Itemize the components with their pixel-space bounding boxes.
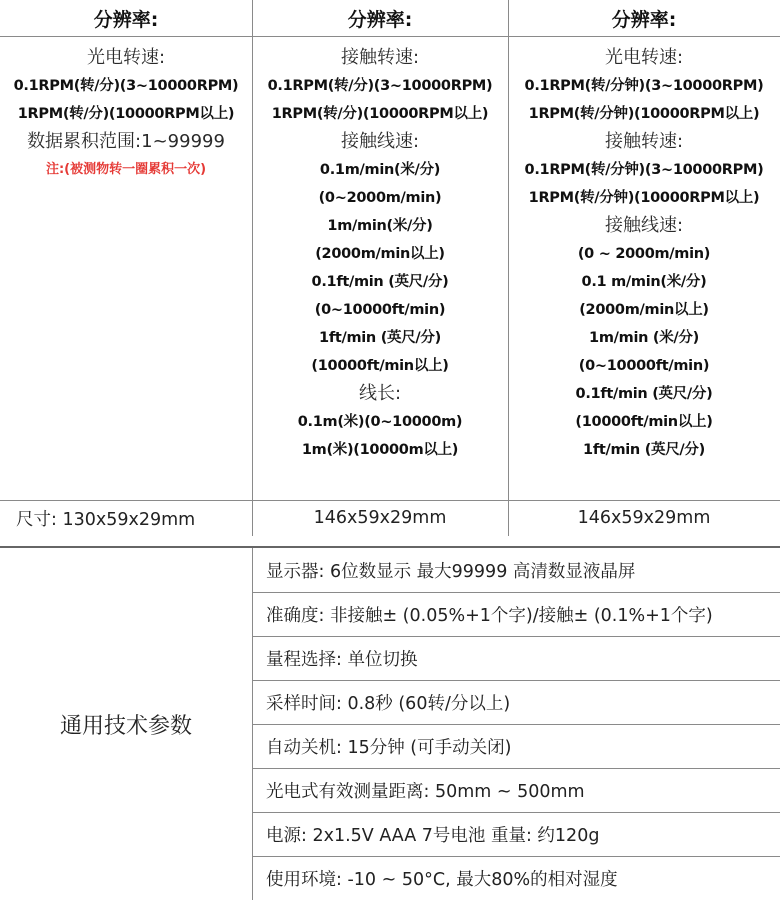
spec-line: 0.1RPM(转/分)(3~10000RPM)	[267, 78, 493, 94]
spec-line: 0.1RPM(转/分钟)(3~10000RPM)	[524, 78, 764, 94]
spec-line: 光电转速:	[86, 47, 166, 68]
spec-line: 1RPM(转/分钟)(10000RPM以上)	[528, 106, 760, 122]
param-row: 使用环境: -10 ~ 50°C, 最大80%的相对湿度	[266, 869, 618, 890]
general-params-table	[0, 548, 780, 900]
spec-line: 接触转速:	[604, 131, 684, 152]
spec-line: 1ft/min (英尺/分)	[319, 330, 441, 346]
spec-line: 接触线速:	[604, 215, 684, 236]
spec-line: 1RPM(转/分)(10000RPM以上)	[271, 106, 489, 122]
spec-line: 0.1 m/min(米/分)	[581, 274, 707, 290]
param-row: 准确度: 非接触± (0.05%+1个字)/接触± (0.1%+1个字)	[266, 605, 713, 626]
spec-line: 接触转速:	[340, 47, 420, 68]
spec-line: 1m/min(米/分)	[327, 218, 433, 234]
param-row-divider	[252, 636, 780, 637]
col2-specs	[252, 44, 508, 464]
col2-header: 分辨率:	[347, 8, 413, 31]
spec-line: 接触线速:	[340, 131, 420, 152]
param-row: 采样时间: 0.8秒 (60转/分以上)	[266, 693, 511, 714]
param-row: 显示器: 6位数显示 最大99999 高清数显液晶屏	[266, 561, 636, 582]
param-row-divider	[252, 812, 780, 813]
param-row-divider	[252, 856, 780, 857]
spec-line: 1m(米)(10000m以上)	[301, 442, 459, 458]
col1-specs	[0, 44, 252, 184]
col3-specs	[508, 44, 780, 464]
spec-line: (0~10000ft/min)	[578, 358, 710, 374]
param-row: 量程选择: 单位切换	[266, 649, 418, 670]
col1-header: 分辨率:	[93, 8, 159, 31]
spec-line: 0.1RPM(转/分)(3~10000RPM)	[13, 78, 239, 94]
param-row-divider	[252, 680, 780, 681]
spec-line: 0.1ft/min (英尺/分)	[311, 274, 449, 290]
header-divider	[0, 36, 780, 37]
spec-line: 注:(被测物转一圈累积一次)	[45, 162, 207, 177]
spec-line: (10000ft/min以上)	[311, 358, 449, 374]
spec-line: 光电转速:	[604, 47, 684, 68]
spec-line: 1m/min (米/分)	[589, 330, 699, 346]
spec-line: (2000m/min以上)	[579, 302, 709, 318]
param-row-divider	[252, 592, 780, 593]
spec-line: 1ft/min (英尺/分)	[583, 442, 705, 458]
param-row-divider	[252, 724, 780, 725]
spec-line: 0.1m(米)(0~10000m)	[297, 414, 463, 430]
spec-line: 0.1m/min(米/分)	[319, 162, 441, 178]
col2-size: 146x59x29mm	[313, 508, 447, 528]
col3-header: 分辨率:	[611, 8, 677, 31]
spec-line: (2000m/min以上)	[315, 246, 445, 262]
col1-size: 尺寸: 130x59x29mm	[16, 509, 196, 530]
param-row: 电源: 2x1.5V AAA 7号电池 重量: 约120g	[266, 825, 600, 846]
col3-size: 146x59x29mm	[577, 508, 711, 528]
spec-line: 1RPM(转/分钟)(10000RPM以上)	[528, 190, 760, 206]
spec-line: (0 ~ 2000m/min)	[577, 246, 711, 262]
param-row: 光电式有效测量距离: 50mm ~ 500mm	[266, 781, 585, 802]
spec-line: 0.1ft/min (英尺/分)	[575, 386, 713, 402]
spec-line: (0~2000m/min)	[318, 190, 442, 206]
spec-line: 数据累积范围:1~99999	[27, 131, 225, 152]
spec-line: (10000ft/min以上)	[575, 414, 713, 430]
param-row-divider	[252, 768, 780, 769]
spec-line: 1RPM(转/分)(10000RPM以上)	[17, 106, 235, 122]
general-params-label: 通用技术参数	[59, 713, 192, 739]
spec-line: 0.1RPM(转/分钟)(3~10000RPM)	[524, 162, 764, 178]
spec-line: (0~10000ft/min)	[314, 302, 446, 318]
param-row: 自动关机: 15分钟 (可手动关闭)	[266, 737, 512, 758]
spec-line: 线长:	[358, 383, 402, 404]
